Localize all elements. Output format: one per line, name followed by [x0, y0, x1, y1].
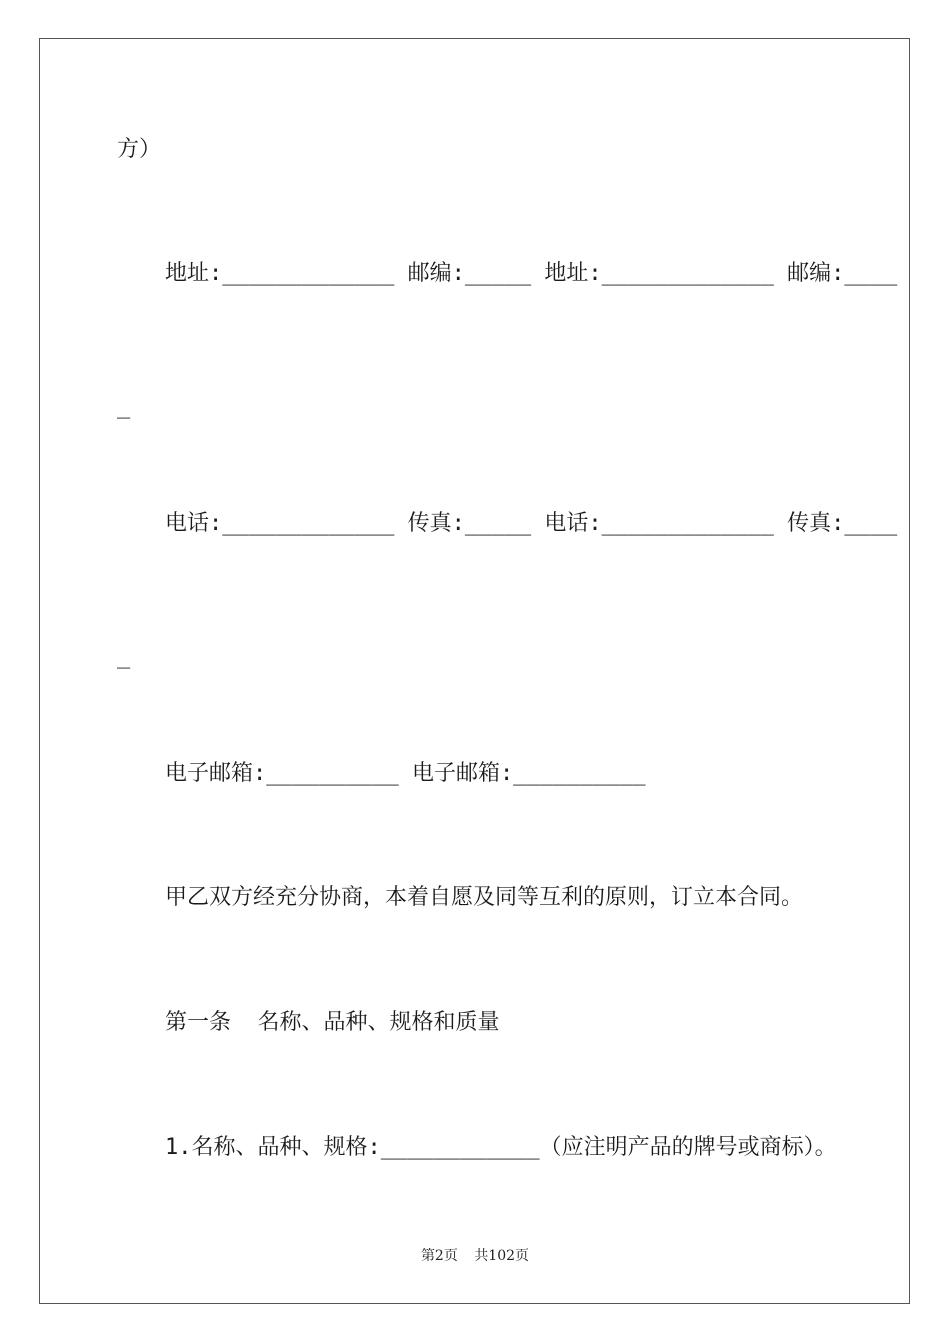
- text-line-agreement: 甲乙双方经充分协商，本着自愿及同等互利的原则，订立本合同。: [165, 885, 804, 910]
- text-line-address-continued: _: [117, 394, 131, 419]
- text-line-phone-continued: _: [117, 644, 131, 669]
- page-footer: [0, 1247, 950, 1265]
- text-line-address: 地址:_____________ 邮编:_____ 地址:_____________ 邮编:____: [165, 261, 898, 286]
- text-line-item-1: 1.名称、品种、规格:____________（应注明产品的牌号或商标）。: [165, 1135, 837, 1160]
- text-line-phone: 电话:_____________ 传真:_____ 电话:_____________ 传真:____: [165, 511, 898, 536]
- page-number: 第2页: [420, 1248, 458, 1264]
- section-heading-article-1: 第一条 名称、品种、规格和质量: [165, 1010, 500, 1035]
- text-line-party: 方）: [117, 137, 162, 162]
- page-border: [39, 38, 910, 1304]
- text-line-email: 电子邮箱:__________ 电子邮箱:__________: [165, 761, 646, 786]
- page-total: 共102页: [474, 1248, 530, 1264]
